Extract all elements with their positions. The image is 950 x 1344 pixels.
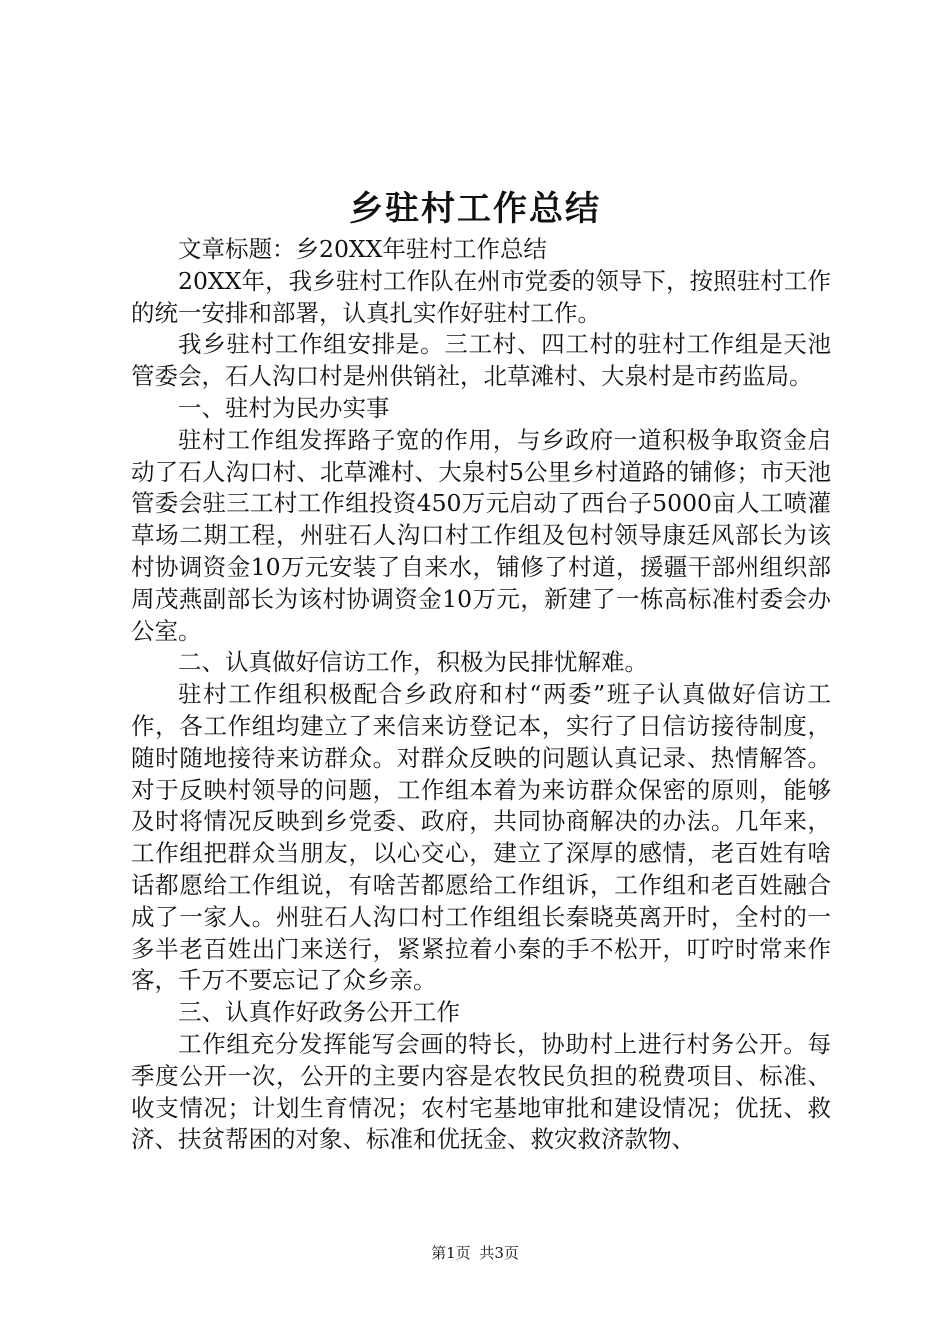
document-title: 乡驻村工作总结	[349, 189, 601, 229]
article-heading-line: 文章标题：乡20XX年驻村工作总结	[178, 235, 547, 263]
page-footer	[0, 1243, 950, 1263]
paragraph-section-1: 驻村工作组发挥路子宽的作用，与乡政府一道积极争取资金启动了石人沟口村、北草滩村、大泉村5公里乡村道路的铺修；市天池管委会驻三工村工作组投资450万元启动了西台子5000亩人工喷灌草场二期工程，州驻石人沟口村工作组及包村领导康廷风部长为该村协调资金10万元安装了自来水，铺修了村道，援疆干部州组织部周茂燕副部长为该村协调资金10万元，新建了一栋高标准村委会办公室。	[131, 425, 831, 645]
section-heading-3: 三、认真作好政务公开工作	[178, 998, 460, 1027]
paragraph-section-2: 驻村工作组积极配合乡政府和村“两委”班子认真做好信访工作，各工作组均建立了来信来访登记本，实行了日信访接待制度，随时随地接待来访群众。对群众反映的问题认真记录、热情解答。对于反映村领导的问题，工作组本着为来访群众保密的原则，能够及时将情况反映到乡党委、政府，共同协商解决的办法。几年来，工作组把群众当朋友，以心交心，建立了深厚的感情，老百姓有啥话都愿给工作组说，有啥苦都愿给工作组诉，工作组和老百姓融合成了一家人。州驻石人沟口村工作组组长秦晓英离开时，全村的一多半老百姓出门来送行，紧紧拉着小秦的手不松开，叮咛时常来作客，千万不要忘记了众乡亲。	[131, 680, 831, 995]
document-body	[131, 234, 831, 1156]
page-total: 共3页	[479, 1244, 519, 1262]
paragraph-section-3: 工作组充分发挥能写会画的特长，协助村上进行村务公开。每季度公开一次，公开的主要内容是农牧民负担的税费项目、标准、收支情况；计划生育情况；农村宅基地审批和建设情况；优抚、救济、扶贫帮困的对象、标准和优抚金、救灾救济款物、	[131, 1029, 831, 1154]
paragraph-intro: 20XX年，我乡驻村工作队在州市党委的领导下，按照驻村工作的统一安排和部署，认真扎实作好驻村工作。	[131, 266, 831, 327]
paragraph-arrangement: 我乡驻村工作组安排是。三工村、四工村的驻村工作组是天池管委会，石人沟口村是州供销社，北草滩村、大泉村是市药监局。	[131, 330, 831, 391]
page-number: 第1页	[431, 1244, 471, 1262]
section-heading-2: 二、认真做好信访工作，积极为民排忧解难。	[178, 648, 648, 677]
section-heading-1: 一、驻村为民办实事	[178, 393, 390, 422]
